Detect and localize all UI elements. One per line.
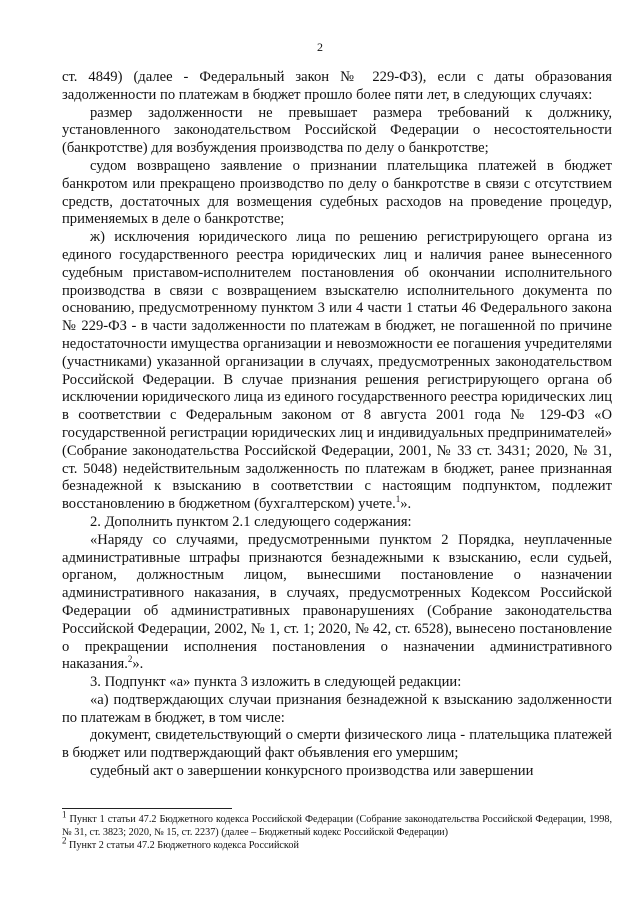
paragraph-section-2: 2. Дополнить пунктом 2.1 следующего содержания: (90, 513, 412, 530)
footnote-divider (62, 808, 232, 809)
document-body (62, 69, 612, 781)
item-zh-text: ж) исключения юридического лица по решению регистрирующего органа из единого государственного реестра юридических лиц и наличия ранее вынесенного судебным приставом-исполнителем постановления об окончании исполнительного производства в связи с возвращением взыскателю исполнительного документа по основанию, предусмотренному пунктом 3 или 4 части 1 статьи 46 Федерального закона № 229-ФЗ - в части задолженности по платежам в бюджет, не погашенной по причине недостаточности имущества организации и невозможности ее погашения учредителями (участниками) указанной организации в случаях, предусмотренных законодательством Российской Федерации. В случае признания решения регистрирующего органа об исключении юридического лица из единого государственного реестра юридических лиц в соответствии с Федеральным законом от 8 августа 2001 года № 129-ФЗ «О государственной регистрации юридических лиц и индивидуальных предпринимателей» (Собрание законодательства Российской Федерации, 2001, № 33 ст. 3431; 2020, № 31, ст. 5048) недействительным задолженность по платежам в бюджет, ранее признанная безнадежной к взысканию в соответствии с настоящим подпунктом, подлежит восстановлению в бюджетном (бухгалтерском) учете. (62, 229, 612, 513)
footnote-ref-1: 1 (395, 494, 401, 505)
paragraph-fines (62, 532, 612, 674)
paragraph-death-document: документ, свидетельствующий о смерти физического лица - плательщика платежей в бюджет или подтверждающий факт объявления его умершим; (62, 727, 612, 762)
footnote-1 (62, 809, 612, 840)
footnote-2-text: Пункт 2 статьи 47.2 Бюджетного кодекса Российской (69, 839, 299, 851)
footnotes (62, 809, 612, 852)
paragraph-continuation: ст. 4849) (далее - Федеральный закон № 229-ФЗ), если с даты образования задолженности по платежам в бюджет прошло более пяти лет, в следующих случаях: (62, 69, 612, 103)
fines-text: «Наряду со случаями, предусмотренными пунктом 2 Порядка, неуплаченные административные штрафы признаются безнадежными к взысканию, если судьей, органом, должностным лицом, вынесшими постановление о назначении административного наказания, в случаях, предусмотренных Кодексом Российской Федерации об административных правонарушениях (Собрание законодательства Российской Федерации, 2002, № 1, ст. 1; 2020, № 42, ст. 6528), вынесено постановление о прекращении исполнения постановления о назначении административного наказания. (62, 531, 612, 673)
paragraph-item-zh (62, 229, 612, 514)
paragraph-section-3: 3. Подпункт «а» пункта 3 изложить в следующей редакции: (90, 674, 462, 691)
footnote-2 (62, 835, 612, 853)
footnote-1-text: Пункт 1 статьи 47.2 Бюджетного кодекса Российской Федерации (Собрание законодательства Российской Федерации, 1998, № 31, ст. 3823; 2020, № 15, ст. 2237) (далее – Бюджетный кодекс Российской Федерации) (62, 814, 612, 838)
paragraph-court-act: судебный акт о завершении конкурсного производства или завершении (90, 763, 534, 780)
page-number: 2 (317, 40, 323, 54)
footnote-mark-2: 2 (62, 835, 67, 846)
paragraph-debt-size: размер задолженности не превышает размера требований к должнику, установленного законодательством Российской Федерации о несостоятельности (банкротстве) для возбуждения производства по делу о банкротстве; (62, 104, 612, 157)
closing-quote-2: ». (132, 656, 144, 673)
paragraph-subitem-a: «а) подтверждающих случаи признания безнадежной к взысканию задолженности по платежам в бюджет, в том числе: (62, 691, 612, 726)
paragraph-court-returned: судом возвращено заявление о признании плательщика платежей в бюджет банкротом или прекращено производство по делу о банкротстве в связи с отсутствием средств, достаточных для возмещения судебных расходов на проведение процедур, применяемых в деле о банкротстве; (62, 157, 612, 228)
footnote-ref-2: 2 (127, 654, 133, 665)
closing-quote-1: ». (400, 496, 412, 513)
footnote-mark-1: 1 (62, 809, 67, 820)
